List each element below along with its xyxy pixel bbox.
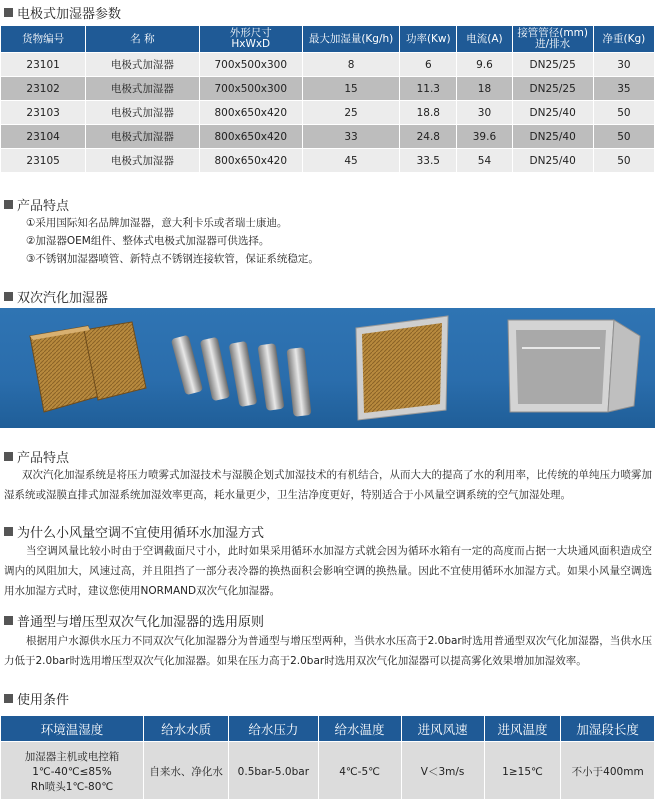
conditions-header-cell: 加湿段长度 bbox=[561, 716, 654, 741]
square-bullet-icon bbox=[4, 8, 13, 17]
table-cell: 电极式加湿器 bbox=[86, 125, 198, 148]
section-title-text: 普通型与增压型双次气化加湿器的选用原则 bbox=[17, 615, 265, 630]
table-cell: 6 bbox=[400, 53, 456, 76]
table-row bbox=[1, 77, 654, 100]
section-title-usage-conditions bbox=[4, 689, 69, 708]
list-item: ②加湿器OEM组件、整体式电极式加湿器可供选择。 bbox=[26, 235, 270, 247]
specs-header-row bbox=[1, 26, 654, 52]
section-title-text: 产品特点 bbox=[17, 199, 70, 214]
table-cell: 电极式加湿器 bbox=[86, 101, 198, 124]
section-title-text: 电极式加湿器参数 bbox=[17, 7, 122, 22]
square-bullet-icon bbox=[4, 200, 13, 209]
table-cell: 23103 bbox=[1, 101, 85, 124]
table-cell: 15 bbox=[303, 77, 399, 100]
table-cell: 电极式加湿器 bbox=[86, 53, 198, 76]
table-cell: DN25/40 bbox=[513, 125, 593, 148]
section-title-electrode-params bbox=[4, 3, 121, 22]
table-cell: 加湿器主机或电控箱 1℃-40℃≤85% Rh喷头1℃-80℃ bbox=[1, 742, 143, 799]
section-title-text: 双次汽化加湿器 bbox=[17, 291, 109, 306]
stainless-cabinet-image bbox=[508, 320, 640, 412]
section-title-text: 产品特点 bbox=[17, 451, 70, 466]
table-cell: V＜3m/s bbox=[402, 742, 484, 799]
framed-media-panel-image bbox=[356, 316, 448, 420]
table-cell: DN25/40 bbox=[513, 149, 593, 172]
section-title-text: 使用条件 bbox=[17, 693, 70, 708]
square-bullet-icon bbox=[4, 452, 13, 461]
table-row bbox=[1, 101, 654, 124]
square-bullet-icon bbox=[4, 292, 13, 301]
table-cell: 35 bbox=[594, 77, 654, 100]
table-cell: 30 bbox=[594, 53, 654, 76]
conditions-header-cell: 进风风速 bbox=[402, 716, 484, 741]
table-row bbox=[1, 53, 654, 76]
conditions-header-row bbox=[1, 716, 654, 741]
section-title-why-not-circulating bbox=[4, 522, 264, 541]
table-cell: 18.8 bbox=[400, 101, 456, 124]
section-title-selection-principles bbox=[4, 611, 264, 630]
table-cell: 700x500x300 bbox=[200, 53, 302, 76]
specs-header-cell: 电流(A) bbox=[457, 26, 511, 52]
table-cell: 39.6 bbox=[457, 125, 511, 148]
table-cell: 50 bbox=[594, 101, 654, 124]
section-title-features-2 bbox=[4, 447, 69, 466]
conditions-header-cell: 给水压力 bbox=[229, 716, 317, 741]
specs-header-cell: 外形尺寸 HxWxD bbox=[200, 26, 302, 52]
table-cell: DN25/25 bbox=[513, 53, 593, 76]
product-photo-strip bbox=[0, 308, 655, 428]
table-cell: 0.5bar-5.0bar bbox=[229, 742, 317, 799]
section-title-dual-humidifier bbox=[4, 287, 108, 306]
table-cell: 23102 bbox=[1, 77, 85, 100]
feature-list bbox=[26, 214, 319, 268]
section-title-features bbox=[4, 195, 69, 214]
table-cell: 54 bbox=[457, 149, 511, 172]
table-cell: 8 bbox=[303, 53, 399, 76]
specs-header-cell: 功率(Kw) bbox=[400, 26, 456, 52]
product-photos bbox=[0, 308, 655, 428]
selection-paragraph: 根据用户水源供水压力不同双次气化加湿器分为普通型与增压型两种，当供水水压高于2.0bar时选用普通型双次气化加湿器，当供水压力低于2.0bar时选用增压型双次气化加湿器。如果在压力高于2.0bar时选用双次气化加湿器可以提高雾化效果增加加湿效率。 bbox=[4, 635, 652, 667]
table-row bbox=[1, 742, 654, 799]
table-cell: DN25/40 bbox=[513, 101, 593, 124]
conditions-header-cell: 环境温湿度 bbox=[1, 716, 143, 741]
square-bullet-icon bbox=[4, 694, 13, 703]
table-cell: 1≥15℃ bbox=[485, 742, 561, 799]
specs-header-cell: 名 称 bbox=[86, 26, 198, 52]
table-cell: DN25/25 bbox=[513, 77, 593, 100]
table-cell: 30 bbox=[457, 101, 511, 124]
why-not-paragraph: 当空调风量比较小时由于空调截面尺寸小，此时如果采用循环水加湿方式就会因为循环水箱有一定的高度而占据一大块通风面积造成空调内的风阻加大，风速过高，并且阻挡了一部分表冷器的换热面积会影响空调的换热量。因此不宜使用循环水加湿方式。如果小风量空调选用水加湿方式时，建议您使用NORMAND双次气化加湿器。 bbox=[4, 545, 652, 597]
table-cell: 电极式加湿器 bbox=[86, 149, 198, 172]
conditions-header-cell: 给水温度 bbox=[319, 716, 401, 741]
list-item: ①采用国际知名品牌加湿器，意大利卡乐或者瑞士康迪。 bbox=[26, 217, 288, 229]
table-cell: 33.5 bbox=[400, 149, 456, 172]
table-cell: 23101 bbox=[1, 53, 85, 76]
table-cell: 电极式加湿器 bbox=[86, 77, 198, 100]
table-cell: 800x650x420 bbox=[200, 125, 302, 148]
specs-table bbox=[0, 25, 655, 173]
specs-header-cell: 净重(Kg) bbox=[594, 26, 654, 52]
table-cell: 23104 bbox=[1, 125, 85, 148]
table-cell: 800x650x420 bbox=[200, 101, 302, 124]
list-item: ③不锈钢加湿器喷管、新特点不锈钢连接软管，保证系统稳定。 bbox=[26, 253, 319, 265]
conditions-header-cell: 给水水质 bbox=[144, 716, 228, 741]
conditions-header-cell: 进风温度 bbox=[485, 716, 561, 741]
table-cell: 45 bbox=[303, 149, 399, 172]
table-cell: 700x500x300 bbox=[200, 77, 302, 100]
table-cell: 23105 bbox=[1, 149, 85, 172]
table-cell: 自来水、净化水 bbox=[144, 742, 228, 799]
table-row bbox=[1, 125, 654, 148]
humidifier-media-pad-image bbox=[30, 322, 146, 412]
specs-header-cell: 货物编号 bbox=[1, 26, 85, 52]
table-cell: 33 bbox=[303, 125, 399, 148]
table-cell: 800x650x420 bbox=[200, 149, 302, 172]
features-paragraph: 双次汽化加湿系统是将压力喷雾式加湿技术与湿膜企划式加湿技术的有机结合，从而大大的提高了水的利用率，比传统的单纯压力喷雾加湿系统或湿膜直排式加湿系统加湿效率更高，耗水量更少，卫生洁净度更好，特别适合于小风量空调系统的空气加湿处理。 bbox=[4, 469, 652, 501]
table-cell: 24.8 bbox=[400, 125, 456, 148]
conditions-table bbox=[0, 715, 655, 799]
table-cell: 18 bbox=[457, 77, 511, 100]
specs-header-cell: 最大加湿量(Kg/h) bbox=[303, 26, 399, 52]
table-cell: 不小于400mm bbox=[561, 742, 654, 799]
table-cell: 50 bbox=[594, 149, 654, 172]
table-cell: 4℃-5℃ bbox=[319, 742, 401, 799]
table-row bbox=[1, 149, 654, 172]
table-cell: 9.6 bbox=[457, 53, 511, 76]
specs-header-cell: 接管管径(mm) 进/排水 bbox=[513, 26, 593, 52]
table-cell: 11.3 bbox=[400, 77, 456, 100]
spray-nozzle-image bbox=[171, 335, 312, 417]
square-bullet-icon bbox=[4, 527, 13, 536]
table-cell: 25 bbox=[303, 101, 399, 124]
section-title-text: 为什么小风量空调不宜使用循环水加湿方式 bbox=[17, 526, 265, 541]
table-cell: 50 bbox=[594, 125, 654, 148]
square-bullet-icon bbox=[4, 616, 13, 625]
